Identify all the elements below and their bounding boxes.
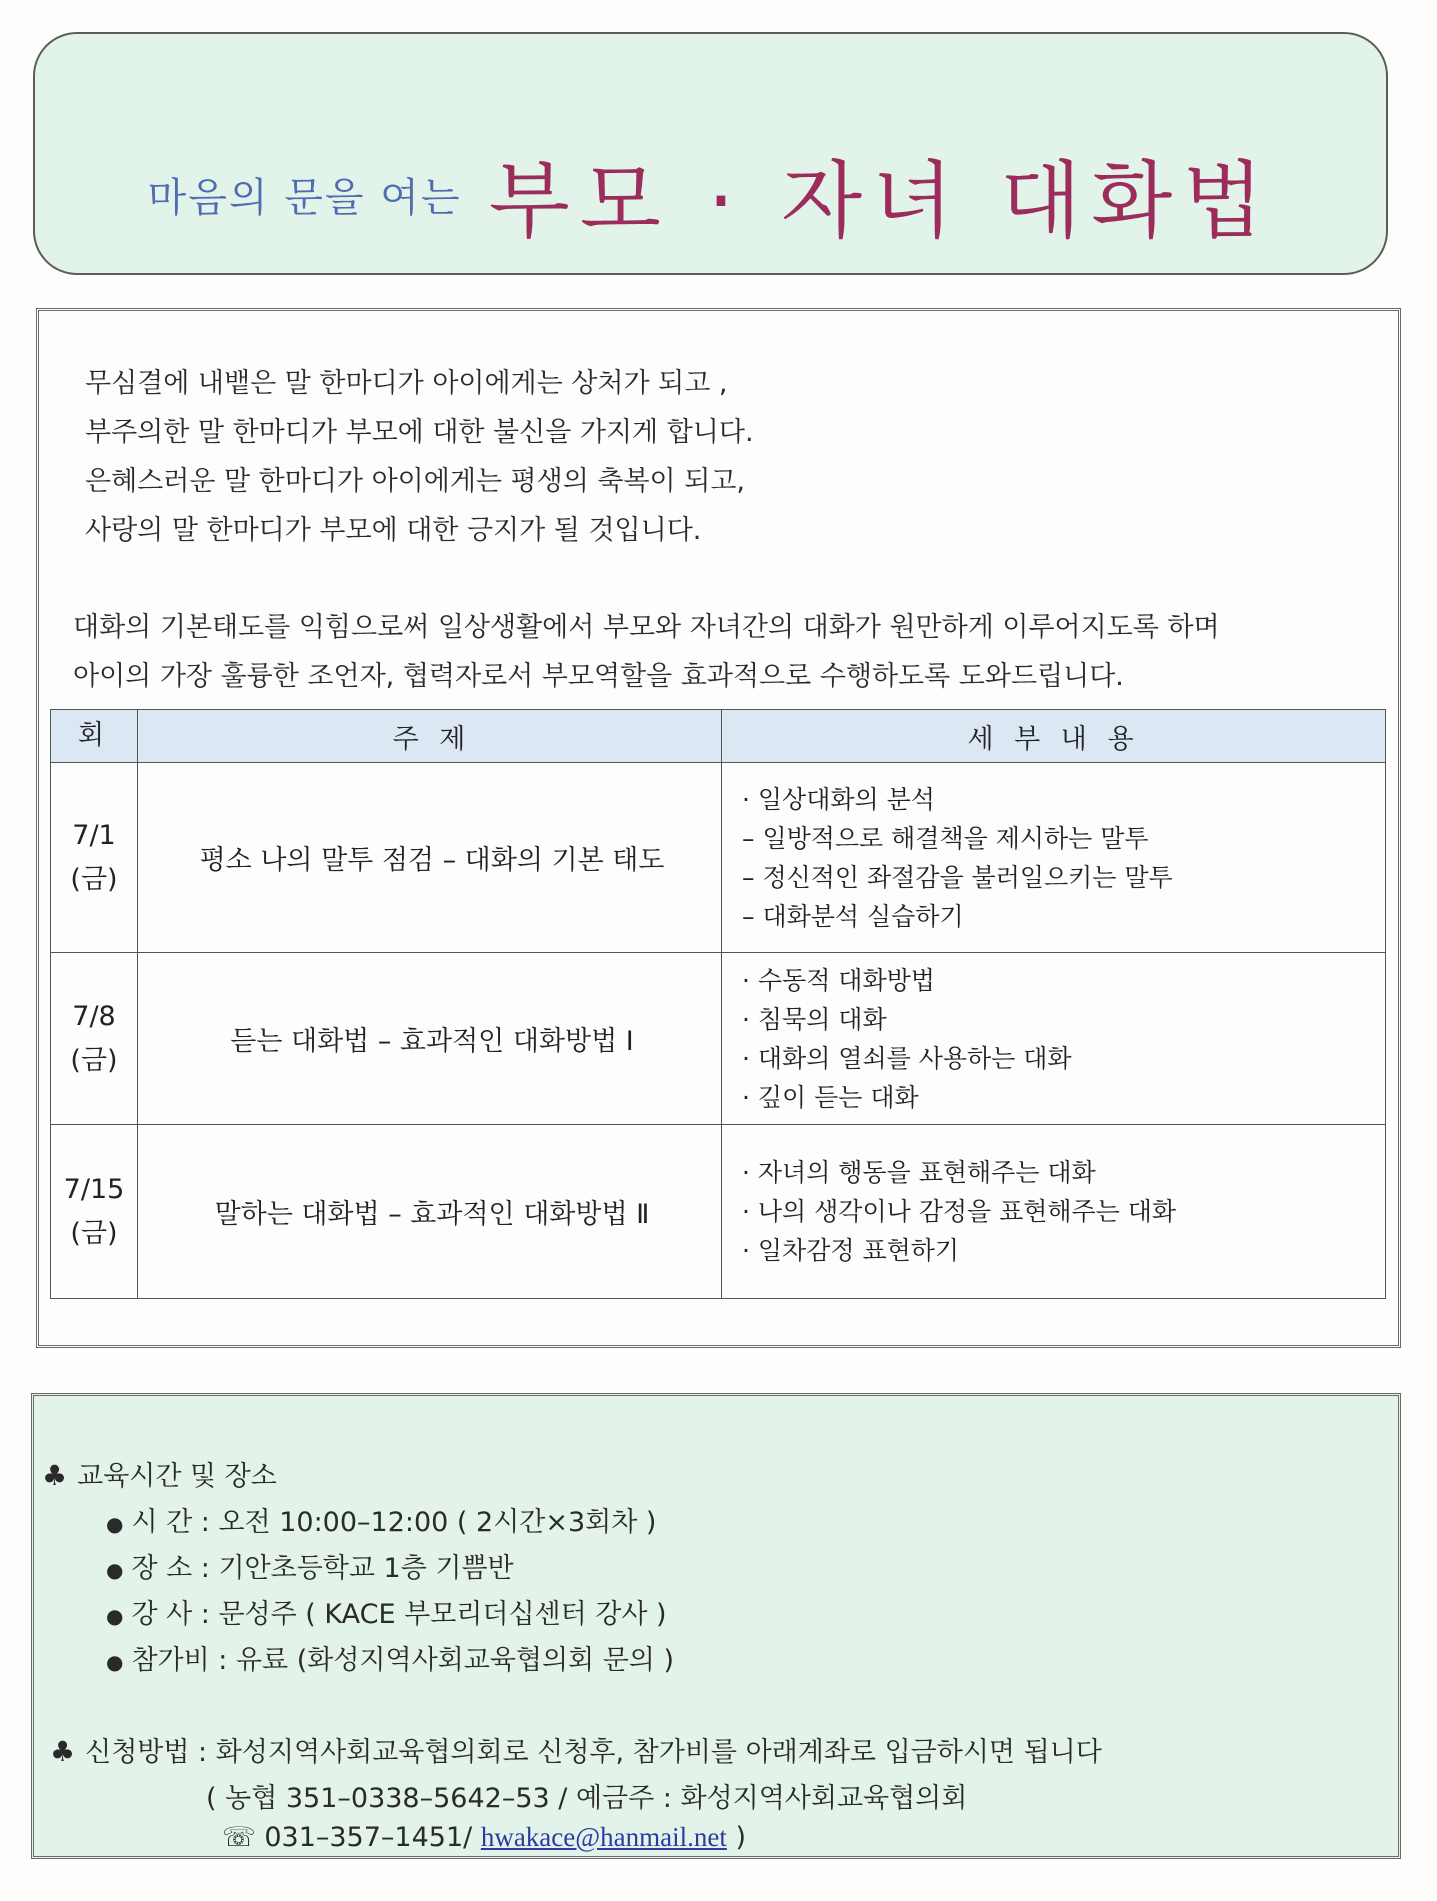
detail-item: · 나의 생각이나 감정을 표현해주는 대화 — [742, 1197, 1177, 1226]
session-topic: 평소 나의 말투 점검 – 대화의 기본 태도 — [138, 763, 722, 953]
intro-line: 부주의한 말 한마디가 부모에 대한 불신을 가지게 합니다. — [85, 417, 754, 448]
contact-line — [222, 1822, 746, 1853]
apply-text: 신청방법 : 화성지역사회교육협의회로 신청후, 참가비를 아래계좌로 입금하시면 됩니다 — [85, 1737, 1102, 1768]
session-details — [722, 763, 1386, 953]
day-text: (금) — [70, 1217, 118, 1249]
detail-item: · 수동적 대화방법 — [742, 965, 935, 995]
intro-line: 은혜스러운 말 한마디가 아이에게는 평생의 축복이 되고, — [85, 466, 745, 497]
header-topic: 주 제 — [138, 710, 722, 763]
detail-item: · 대화의 열쇠를 사용하는 대화 — [742, 1043, 1072, 1073]
session-details — [722, 953, 1386, 1125]
schedule-table — [50, 709, 1386, 1299]
detail-item: · 깊이 듣는 대화 — [742, 1082, 919, 1112]
table-row — [51, 763, 1386, 953]
table-row — [51, 1125, 1386, 1299]
table-row — [51, 953, 1386, 1125]
info-item — [106, 1638, 674, 1677]
time-place-heading — [42, 1454, 277, 1493]
detail-item: · 일상대화의 분석 — [742, 784, 935, 814]
account-line: ( 농협 351–0338–5642–53 / 예금주 : 화성지역사회교육협의회 — [206, 1783, 968, 1814]
detail-item: – 정신적인 좌절감을 불러일으키는 말투 — [742, 862, 1173, 892]
club-icon: ♣ — [42, 1459, 68, 1492]
info-panel — [31, 1393, 1401, 1859]
session-date — [51, 1125, 138, 1299]
session-details — [722, 1125, 1386, 1299]
apply-method — [50, 1730, 1102, 1769]
session-topic: 듣는 대화법 – 효과적인 대화방법 Ⅰ — [138, 953, 722, 1125]
page-subtitle: 마음의 문을 여는 — [147, 175, 462, 221]
info-item — [106, 1500, 656, 1539]
day-text: (금) — [70, 1044, 118, 1076]
title-banner — [33, 32, 1388, 275]
close-paren: ) — [735, 1822, 746, 1853]
bullet-icon: ● — [106, 1512, 124, 1536]
intro-line: 무심결에 내뱉은 말 한마디가 아이에게는 상처가 되고 , — [85, 368, 728, 399]
detail-item: · 자녀의 행동을 표현해주는 대화 — [742, 1158, 1096, 1187]
bullet-icon: ● — [106, 1604, 124, 1628]
session-topic: 말하는 대화법 – 효과적인 대화방법 Ⅱ — [138, 1125, 722, 1299]
date-text: 7/1 — [72, 819, 116, 851]
purpose-text — [73, 603, 1220, 701]
session-date — [51, 953, 138, 1125]
purpose-line: 대화의 기본태도를 익힘으로써 일상생활에서 부모와 자녀간의 대화가 원만하게 이루어지도록 하며 — [73, 612, 1220, 643]
detail-item: · 일차감정 표현하기 — [742, 1236, 960, 1265]
detail-item: – 일방적으로 해결책을 제시하는 말투 — [742, 823, 1149, 853]
section-title: 교육시간 및 장소 — [77, 1461, 277, 1492]
date-text: 7/8 — [72, 1000, 116, 1032]
purpose-line: 아이의 가장 훌륭한 조언자, 협력자로서 부모역할을 효과적으로 수행하도록 도와드립니다. — [73, 661, 1124, 692]
info-item — [106, 1592, 667, 1631]
detail-item: · 침묵의 대화 — [742, 1004, 887, 1034]
header-session: 회 — [51, 710, 138, 763]
intro-line: 사랑의 말 한마디가 부모에 대한 긍지가 될 것입니다. — [85, 515, 702, 546]
info-item-text: 참가비 : 유료 (화성지역사회교육협의회 문의 ) — [131, 1645, 675, 1676]
email-link[interactable]: hwakace@hanmail.net — [480, 1822, 727, 1852]
info-item-text: 강 사 : 문성주 ( KACE 부모리더십센터 강사 ) — [131, 1599, 667, 1630]
club-icon: ♣ — [50, 1735, 76, 1768]
table-header-row — [51, 710, 1386, 763]
session-date — [51, 763, 138, 953]
date-text: 7/15 — [63, 1173, 125, 1205]
info-item-text: 시 간 : 오전 10:00–12:00 ( 2시간×3회차 ) — [131, 1507, 657, 1538]
info-item — [106, 1546, 514, 1585]
phone-number: ☏ 031–357–1451/ — [222, 1822, 473, 1853]
day-text: (금) — [70, 863, 118, 895]
intro-text — [85, 359, 754, 555]
program-overview — [36, 308, 1401, 1348]
detail-item: – 대화분석 실습하기 — [742, 901, 964, 931]
bullet-icon: ● — [106, 1650, 124, 1674]
info-item-text: 장 소 : 기안초등학교 1층 기쁨반 — [131, 1553, 514, 1584]
title-line — [35, 134, 1386, 255]
header-details: 세 부 내 용 — [722, 710, 1386, 763]
bullet-icon: ● — [106, 1558, 124, 1582]
page-title: 부모 · 자녀 대화법 — [488, 152, 1274, 250]
